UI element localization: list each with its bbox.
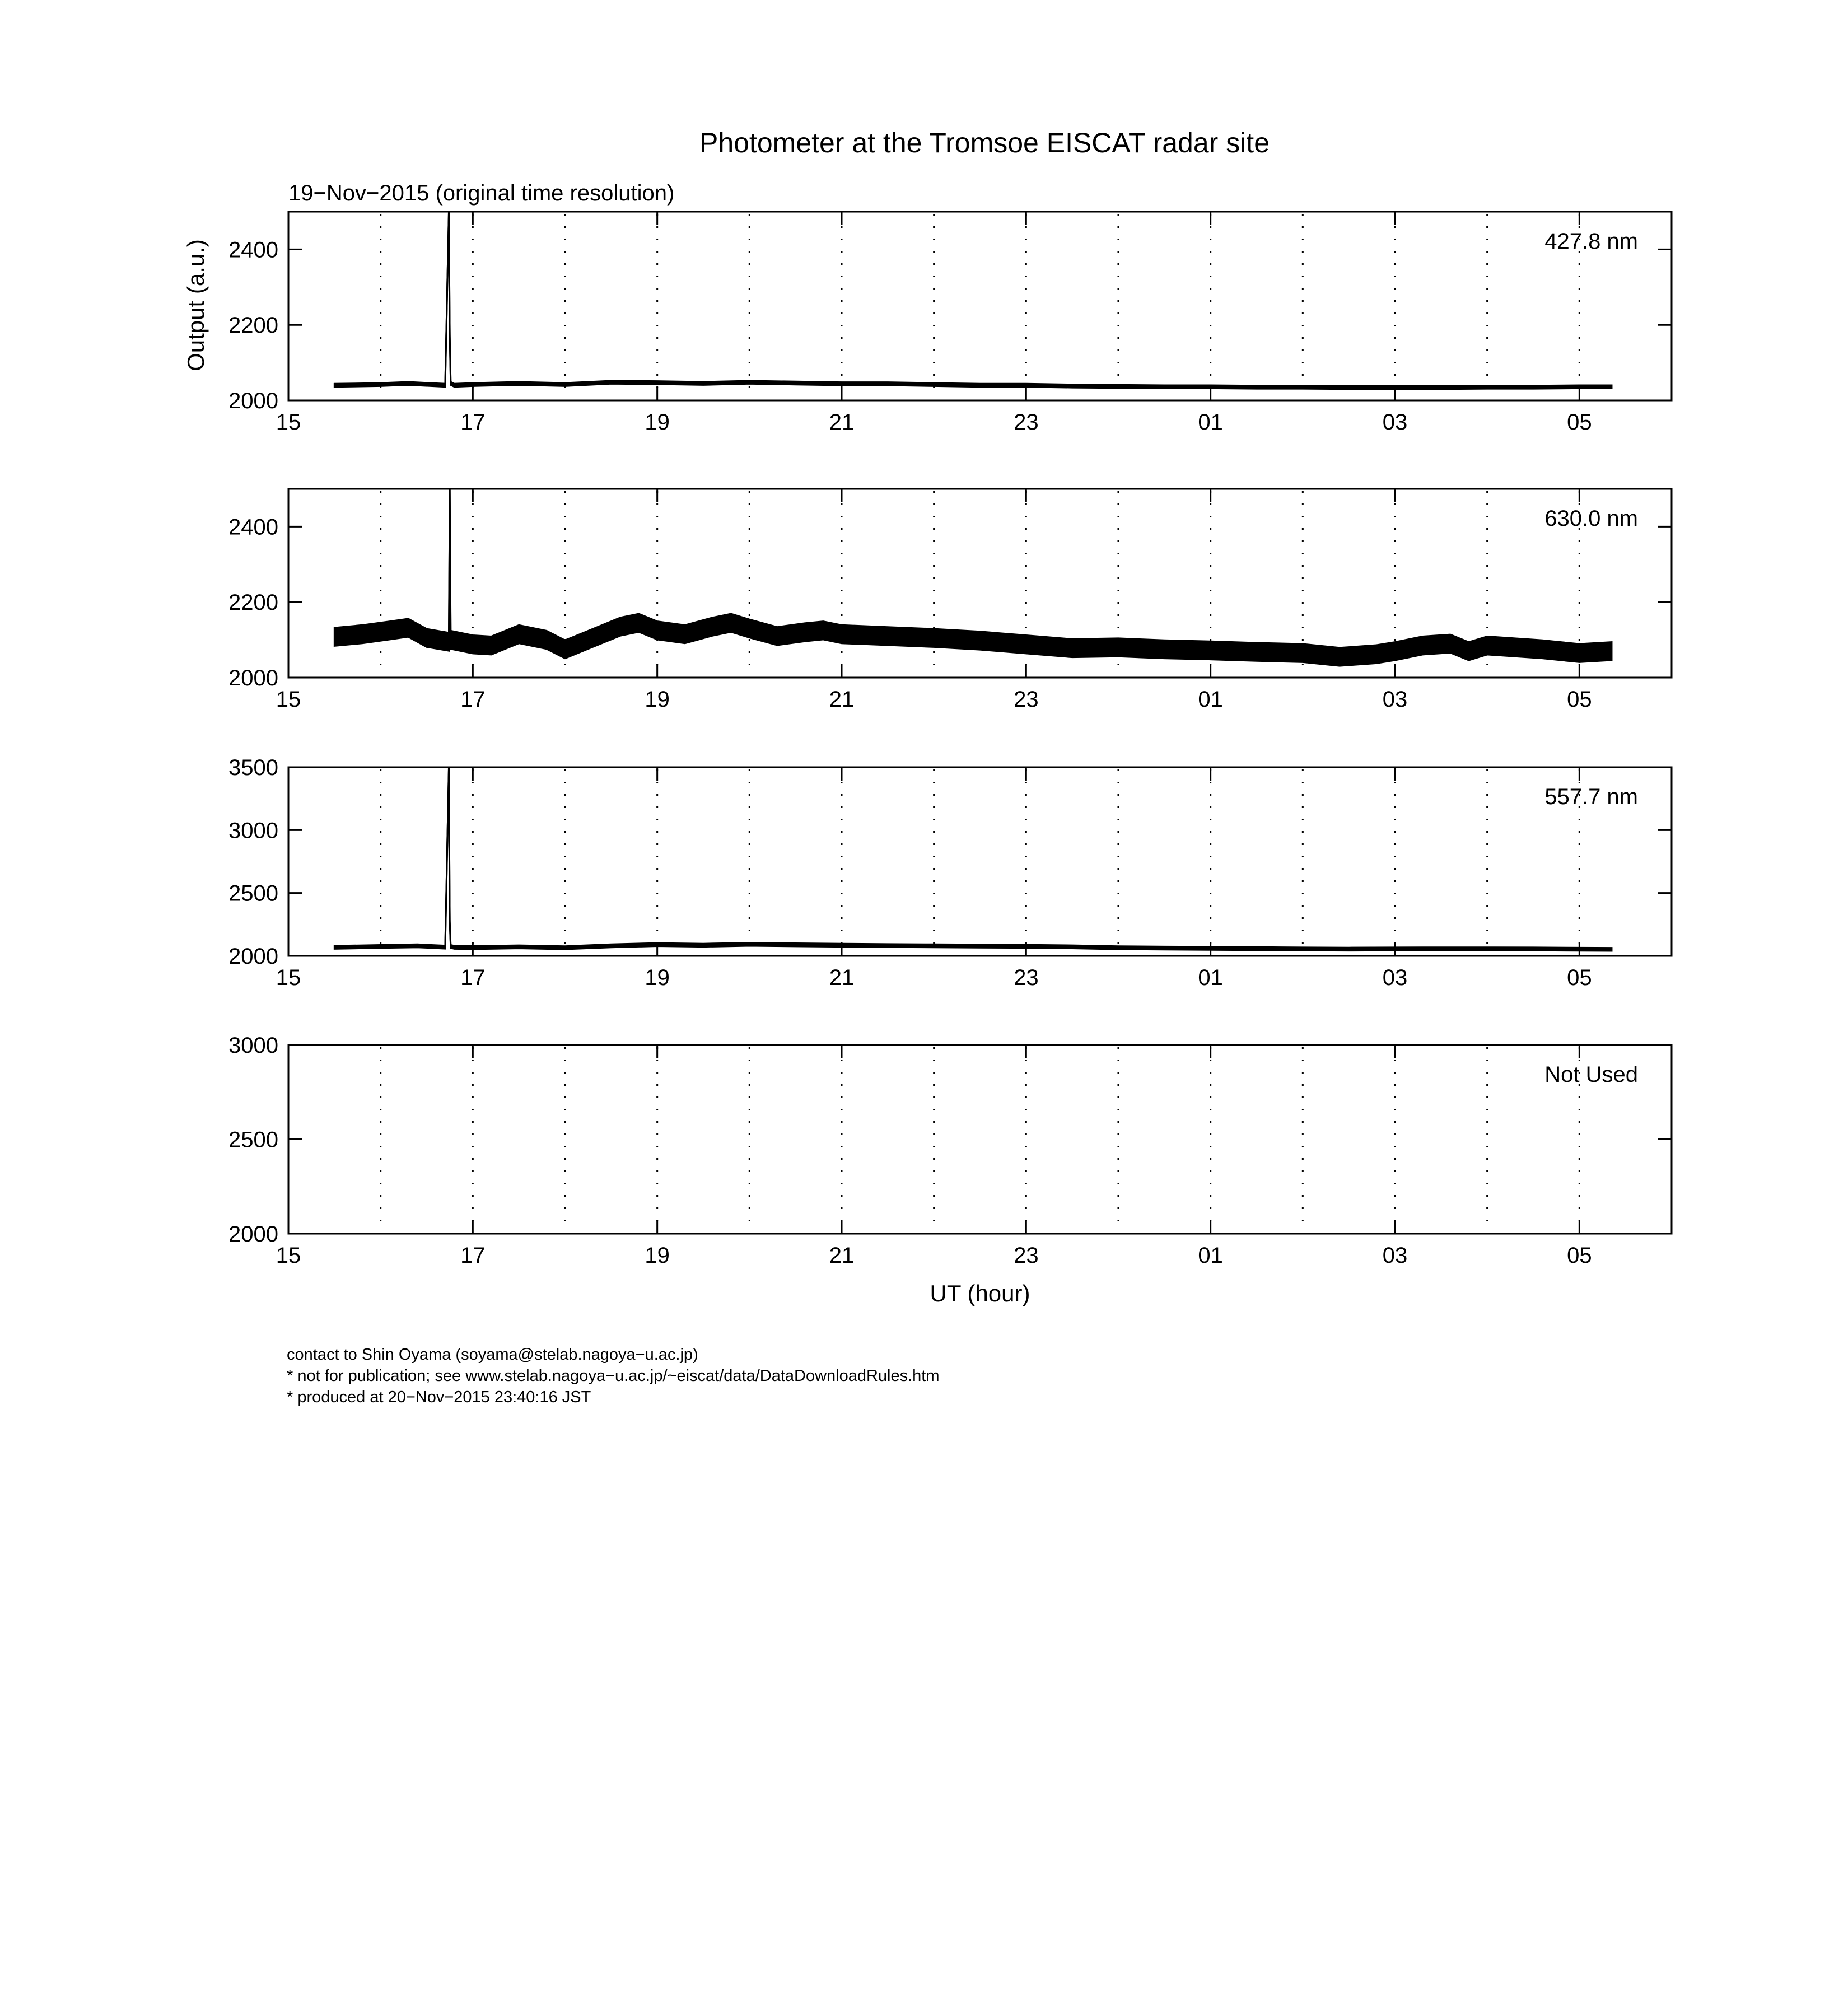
footer-contact: contact to Shin Oyama (soyama@stelab.nagoya−u.ac.jp) <box>287 1346 698 1364</box>
panel-2 <box>228 489 1672 712</box>
x-tick-label: 03 <box>1382 1243 1408 1268</box>
x-tick-label: 03 <box>1382 410 1408 435</box>
x-tick-label: 17 <box>460 965 486 990</box>
x-tick-label: 17 <box>460 410 486 435</box>
x-tick-label: 05 <box>1567 1243 1592 1268</box>
x-tick-label: 23 <box>1014 410 1039 435</box>
y-tick-label: 2200 <box>228 313 278 338</box>
x-tick-label: 23 <box>1014 965 1039 990</box>
y-tick-label: 2400 <box>228 515 278 540</box>
series-line <box>334 212 1612 388</box>
figure-subtitle: 19−Nov−2015 (original time resolution) <box>288 181 675 206</box>
x-tick-label: 03 <box>1382 965 1408 990</box>
y-tick-label: 3000 <box>228 818 278 843</box>
footer-produced: * produced at 20−Nov−2015 23:40:16 JST <box>287 1388 591 1406</box>
panel-4 <box>228 1033 1672 1268</box>
x-tick-label: 17 <box>460 687 486 712</box>
y-tick-label: 3500 <box>228 755 278 780</box>
x-tick-label: 05 <box>1567 410 1592 435</box>
footer-rules: * not for publication; see www.stelab.nagoya−u.ac.jp/~eiscat/data/DataDownloadRules.htm <box>287 1367 940 1385</box>
y-tick-label: 2000 <box>228 389 278 413</box>
panel-label: 427.8 nm <box>1544 229 1638 254</box>
series-line <box>334 767 1612 949</box>
x-tick-label: 21 <box>829 410 855 435</box>
x-tick-label: 15 <box>276 410 301 435</box>
x-tick-label: 23 <box>1014 687 1039 712</box>
x-tick-label: 19 <box>645 965 670 990</box>
x-tick-label: 19 <box>645 1243 670 1268</box>
x-tick-label: 15 <box>276 687 301 712</box>
axes-frame <box>288 212 1672 400</box>
x-tick-label: 19 <box>645 687 670 712</box>
x-tick-label: 21 <box>829 1243 855 1268</box>
y-tick-label: 2400 <box>228 237 278 263</box>
y-tick-label: 3000 <box>228 1033 278 1058</box>
x-tick-label: 03 <box>1382 687 1408 712</box>
axes-frame <box>288 1045 1672 1234</box>
y-tick-label: 2500 <box>228 881 278 906</box>
panel-label: Not Used <box>1544 1062 1638 1087</box>
x-tick-label: 01 <box>1198 410 1223 435</box>
x-tick-label: 15 <box>276 965 301 990</box>
x-tick-label: 21 <box>829 965 855 990</box>
axes-frame <box>288 767 1672 956</box>
series-band <box>334 489 1612 666</box>
figure-title: Photometer at the Tromsoe EISCAT radar site <box>699 127 1270 158</box>
panel-label: 630.0 nm <box>1544 506 1638 531</box>
y-tick-label: 2000 <box>228 666 278 690</box>
y-tick-label: 2200 <box>228 590 278 615</box>
x-tick-label: 01 <box>1198 965 1223 990</box>
x-tick-label: 01 <box>1198 1243 1223 1268</box>
x-tick-label: 23 <box>1014 1243 1039 1268</box>
y-tick-label: 2500 <box>228 1127 278 1152</box>
panel-1 <box>228 212 1672 435</box>
panel-label: 557.7 nm <box>1544 785 1638 809</box>
x-tick-label: 15 <box>276 1243 301 1268</box>
x-axis-label: UT (hour) <box>930 1280 1030 1306</box>
y-tick-label: 2000 <box>228 944 278 969</box>
series-band <box>334 212 1612 389</box>
panels <box>228 212 1672 1268</box>
x-tick-label: 05 <box>1567 687 1592 712</box>
x-tick-label: 21 <box>829 687 855 712</box>
series-band <box>334 767 1612 951</box>
x-tick-label: 05 <box>1567 965 1592 990</box>
x-tick-label: 01 <box>1198 687 1223 712</box>
y-tick-label: 2000 <box>228 1222 278 1247</box>
footer-notes <box>287 1344 940 1408</box>
y-axis-label: Output (a.u.) <box>183 239 209 371</box>
x-tick-label: 17 <box>460 1243 486 1268</box>
x-tick-label: 19 <box>645 410 670 435</box>
panel-3 <box>228 755 1672 990</box>
